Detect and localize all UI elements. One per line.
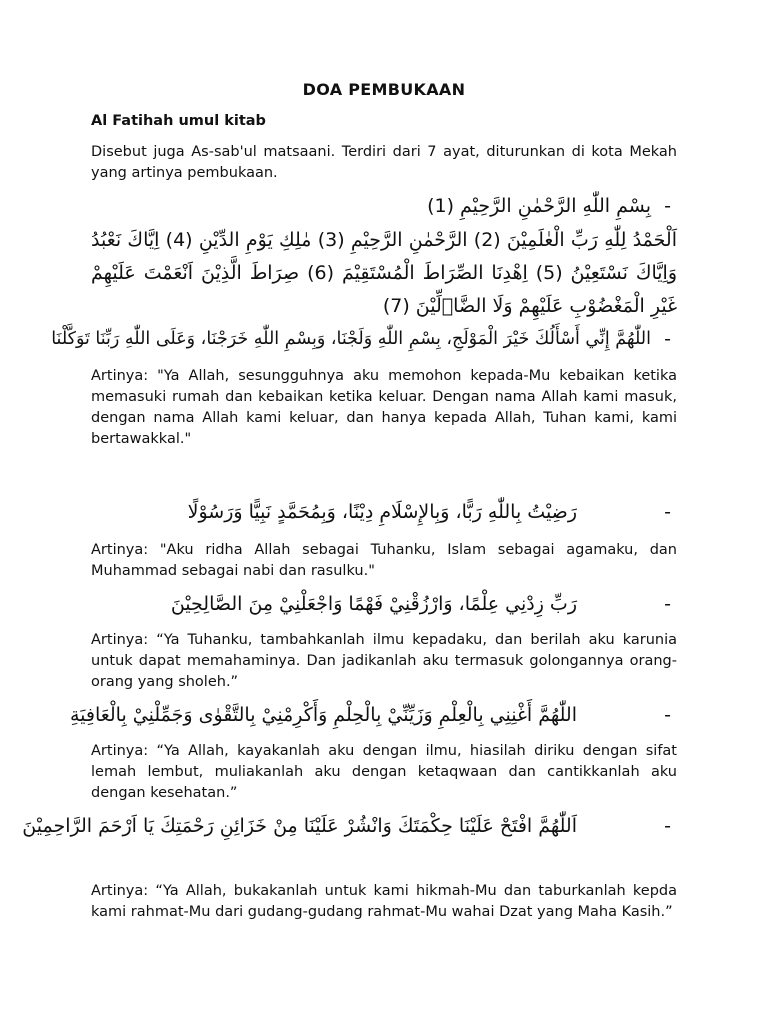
bullet-dash: - <box>664 328 671 350</box>
dua-4-arabic <box>69 699 677 732</box>
dua-4-arabic-text: اللّٰهُمَّ أَغْنِنِي بِالْعِلْمِ وَزَيِّنِّيْ بِالْحِلْمِ وَأَكْرِمْنِيْ بِالتَّقْوٰى وَجَمِّلْنِيْ بِالْعَافِيَةِ <box>69 704 577 726</box>
dua-3-arabic-text: رَبِّ زِدْنِي عِلْمًا، وَارْزُقْنِيْ فَهْمًا وَاجْعَلْنِيْ مِنَ الصَّالِحِيْنَ <box>170 593 577 615</box>
intro-paragraph: Disebut juga As-sab'ul matsaani. Terdiri dari 7 ayat, diturunkan di kota Mekah yang artinya pembukaan. <box>91 144 677 181</box>
dua-5-meaning: Artinya: “Ya Allah, bukakanlah untuk kami hikmah-Mu dan taburkanlah kepda kami rahmat-Mu dari gudang-gudang rahmat-Mu wahai Dzat yang Maha Kasih.” <box>91 883 677 920</box>
page-title: DOA PEMBUKAAN <box>302 80 466 99</box>
section-subtitle: Al Fatihah umul kitab <box>91 113 266 129</box>
bullet-dash: - <box>664 704 671 726</box>
bullet-dash: - <box>664 195 671 217</box>
dua-4-meaning: Artinya: “Ya Allah, kayakanlah aku dengan ilmu, hiasilah diriku dengan sifat lemah lembut, muliakanlah aku dengan ketaqwaan dan cantikkanlah aku dengan kesehatan.” <box>91 743 677 801</box>
basmalah-text: بِسْمِ اللّٰهِ الرَّحْمٰنِ الرَّحِيْمِ (1) <box>427 195 651 217</box>
dua-1-meaning: Artinya: "Ya Allah, sesungguhnya aku memohon kepada-Mu kebaikan ketika memasuki rumah dan kebaikan ketika keluar. Dengan nama Allah kami masuk, dengan nama Allah kami keluar, dan hanya kepada Allah, Tuhan kami, kami bertawakkal." <box>91 368 677 447</box>
document-page <box>22 0 678 1024</box>
dua-2-arabic-text: رَضِيْتُ بِاللّٰهِ رَبًّا، وَبِالإِسْلَامِ دِيْنًا، وَبِمُحَمَّدٍ نَبِيًّا وَرَسُوْلًا <box>187 501 577 523</box>
bullet-dash: - <box>664 815 671 837</box>
dua-5-arabic <box>22 810 677 843</box>
dua-2-meaning: Artinya: "Aku ridha Allah sebagai Tuhanku, Islam sebagai agamaku, dan Muhammad sebagai nabi dan rasulku." <box>91 542 677 579</box>
dua-1-arabic-text: اللّٰهُمَّ إِنِّي أَسْأَلُكَ خَيْرَ الْمَوْلَجِ، بِسْمِ اللّٰهِ وَلَجْنَا، وَبِسْمِ اللّٰهِ خَرَجْنَا، وَعَلَى اللّٰهِ رَبِّنَا تَوَكَّلْنَا <box>51 329 651 349</box>
bullet-dash: - <box>664 593 671 615</box>
dua-2-arabic <box>91 496 677 529</box>
dua-3-arabic <box>91 588 677 621</box>
fatihah-verses: اَلْحَمْدُ لِلّٰهِ رَبِّ الْعٰلَمِيْنَ (2) الرَّحْمٰنِ الرَّحِيْمِ (3) مٰلِكِ يَوْمِ الدِّيْنِ (4) اِيَّاكَ نَعْبُدُ وَاِيَّاكَ نَسْتَعِيْنُ (5) اِهْدِنَا الصِّرَاطَ الْمُسْتَقِيْمَ (6) صِرَاطَ الَّذِيْنَ اَنْعَمْتَ عَلَيْهِمْ غَيْرِ الْمَغْضُوْبِ عَلَيْهِمْ وَلَا الضَّاۤلِّيْنَ (7) <box>91 229 678 317</box>
dua-3-meaning: Artinya: “Ya Tuhanku, tambahkanlah ilmu kepadaku, dan berilah aku karunia untuk dapat memahaminya. Dan jadikanlah aku termasuk golongannya orang-orang yang sholeh.” <box>91 632 677 690</box>
bullet-dash: - <box>664 501 671 523</box>
dua-1-arabic <box>51 323 677 356</box>
dua-5-arabic-text: اَللّٰهُمَّ افْتَحْ عَلَيْنَا حِكْمَتَكَ وَانْشُرْ عَلَيْنَا مِنْ خَزَائِنِ رَحْمَتِكَ يَا اَرْحَمَ الرَّاحِمِيْنَ <box>22 815 577 837</box>
basmalah-line <box>91 190 677 223</box>
